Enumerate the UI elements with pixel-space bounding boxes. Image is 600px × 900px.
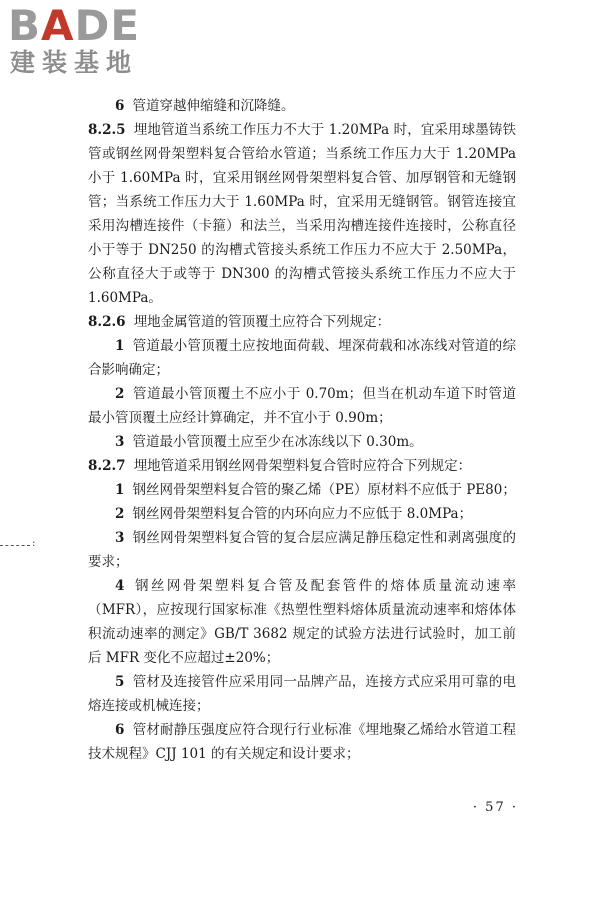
list-item bbox=[88, 718, 516, 766]
clause-text: 管材及连接管件应采用同一品牌产品，连接方式应采用可靠的电熔连接或机械连接； bbox=[88, 674, 516, 714]
clause-number: 1 bbox=[115, 482, 125, 498]
clause-text: 钢丝网骨架塑料复合管的聚乙烯（PE）原材料不应低于 PE80； bbox=[132, 482, 516, 498]
clause-number: 6 bbox=[115, 722, 125, 738]
clause-number: 8.2.6 bbox=[88, 314, 126, 330]
clause-text: 管道最小管顶覆土应按地面荷载、埋深荷载和冰冻线对管道的综合影响确定； bbox=[88, 338, 516, 378]
clause-number: 4 bbox=[115, 578, 125, 594]
logo-letters-suffix: DE bbox=[74, 1, 141, 50]
logo-letters-prefix: B bbox=[8, 1, 42, 50]
margin-dot-mark: : bbox=[32, 538, 36, 549]
list-item bbox=[88, 574, 516, 670]
section-clause bbox=[88, 310, 516, 334]
clause-number: 2 bbox=[115, 386, 125, 402]
list-item bbox=[88, 502, 516, 526]
clause-number: 1 bbox=[115, 338, 125, 354]
clause-text: 钢丝网骨架塑料复合管的复合层应满足静压稳定性和剥离强度的要求； bbox=[88, 530, 516, 570]
list-item bbox=[88, 94, 516, 118]
clause-number: 6 bbox=[115, 98, 125, 114]
margin-cut-mark bbox=[0, 545, 30, 546]
section-clause bbox=[88, 118, 516, 310]
list-item bbox=[88, 526, 516, 574]
clause-text: 埋地管道当系统工作压力不大于 1.20MPa 时，宜采用球墨铸铁管或钢丝网骨架塑料复合管给水管道；当系统工作压力大于 1.20MPa 小于 1.60MPa 时，宜采用钢丝网骨架塑料复合管、加厚钢管和无缝钢管；当系统工作压力大于 1.60MPa 时，宜采用无缝钢管。钢管连接宜采用沟槽连接件（卡箍）和法兰，当采用沟槽连接件连接时，公称直径小于等于 DN250 的沟槽式管接头系统工作压力不应大于 2.50MPa，公称直径大于或等于 DN300 的沟槽式管接头系统工作压力不应大于 1.60MPa。 bbox=[88, 122, 516, 306]
logo-subtitle: 建装基地 bbox=[10, 48, 139, 77]
clause-number: 8.2.5 bbox=[88, 122, 126, 138]
clause-number: 2 bbox=[115, 506, 125, 522]
clause-number: 3 bbox=[115, 434, 125, 450]
list-item bbox=[88, 334, 516, 382]
clause-text: 管道最小管顶覆土不应小于 0.70m；但当在机动车道下时管道最小管顶覆土应经计算确定，并不宜小于 0.90m； bbox=[88, 386, 516, 426]
list-item bbox=[88, 478, 516, 502]
clause-number: 3 bbox=[115, 530, 125, 546]
section-clause bbox=[88, 454, 516, 478]
clause-text: 管道穿越伸缩缝和沉降缝。 bbox=[132, 98, 295, 114]
list-item bbox=[88, 670, 516, 718]
logo-wordmark bbox=[8, 1, 141, 50]
clause-text: 钢丝网骨架塑料复合管的内环向应力不应低于 8.0MPa； bbox=[132, 506, 473, 522]
list-item bbox=[88, 430, 516, 454]
clause-number: 8.2.7 bbox=[88, 458, 126, 474]
page-number: · 57 · bbox=[472, 800, 518, 815]
clause-text: 埋地金属管道的管顶覆土应符合下列规定： bbox=[133, 314, 391, 330]
clause-text: 管道最小管顶覆土应至少在冰冻线以下 0.30m。 bbox=[132, 434, 423, 450]
clause-text: 埋地管道采用钢丝网骨架塑料复合管时应符合下列规定： bbox=[133, 458, 472, 474]
list-item bbox=[88, 382, 516, 430]
document-body bbox=[88, 94, 516, 766]
brand-logo bbox=[8, 1, 141, 78]
clause-text: 管材耐静压强度应符合现行行业标准《埋地聚乙烯给水管道工程技术规程》CJJ 101 的有关规定和设计要求； bbox=[88, 722, 516, 762]
clause-number: 5 bbox=[115, 674, 125, 690]
logo-letter-accent: A bbox=[41, 1, 75, 50]
clause-text: 钢丝网骨架塑料复合管及配套管件的熔体质量流动速率（MFR），应按现行国家标准《热塑性塑料熔体质量流动速率和熔体体积流动速率的测定》GB/T 3682 规定的试验方法进行试验时，加工前后 MFR 变化不应超过±20%； bbox=[88, 578, 516, 666]
